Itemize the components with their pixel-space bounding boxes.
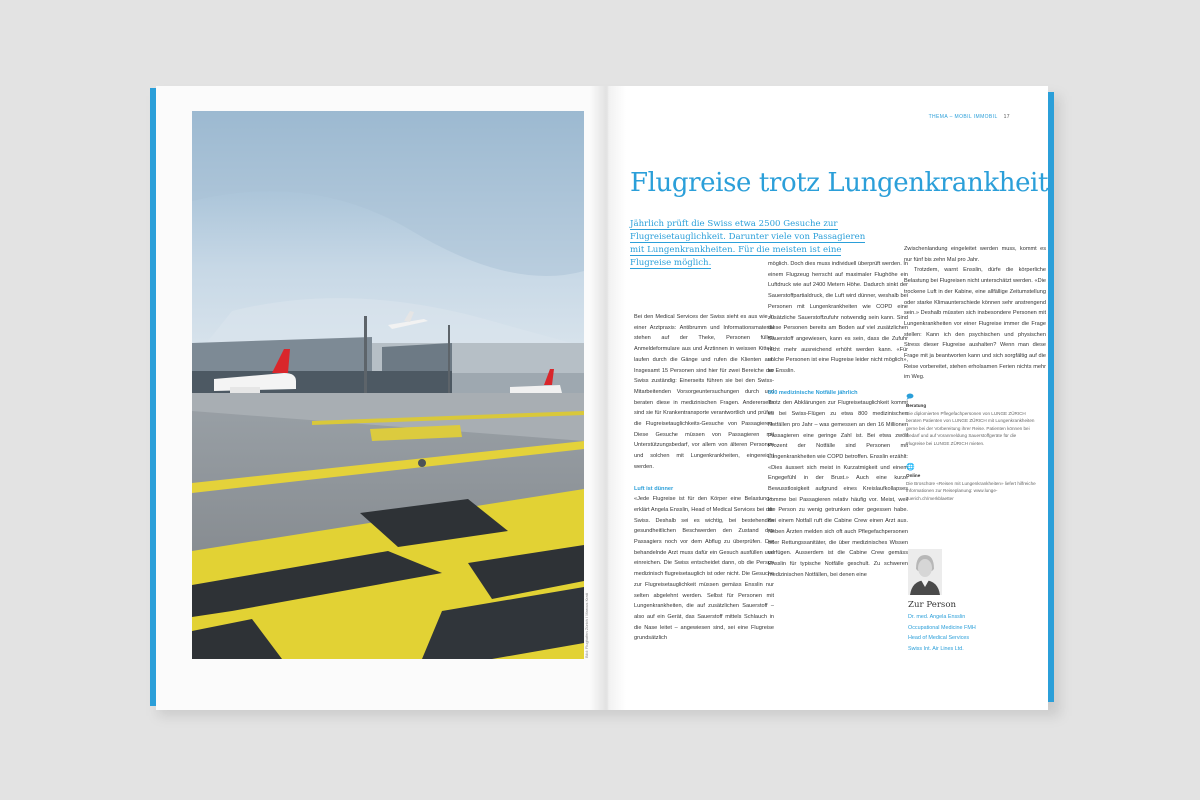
person-details bbox=[908, 612, 976, 654]
info-online bbox=[906, 464, 1036, 502]
text-column-2 bbox=[768, 259, 908, 580]
paragraph: Bei den Medical Services der Swiss sieht es aus wie in einer Arztpraxis: Antibrumm und Informationsmaterial stehen auf der Theke, Personen füllen Anmeldeformulare aus und Ärztinnen in weissen Kitteln laufen durch die Gänge und rufen die Klienten auf. Insgesamt 15 Personen sind hier für zwei Bereiche der Swiss zuständig: Einerseits führen sie bei den Swiss-Mitarbeitenden Vorsorgeuntersuchungen durch und beraten diese in medizinischen Fragen. Andererseits sind sie für Krankentransporte verantwortlich und prüfen die Flugreisetauglichkeits-Gesuche von Passagieren. Diese Gesuche müssen von Passagieren mit Unterstützungsbedarf, vor allem von älteren Personen und solchen mit Lungenkrankheiten, eingereicht werden. bbox=[634, 314, 774, 470]
lead-text: Jährlich prüft die Swiss etwa 2500 Gesuche zur Flugreisetauglichkeit. Darunter viele von Passagieren mit Lungenkrankheiten. Für die meisten ist eine Flugreise möglich. bbox=[630, 219, 866, 268]
subheading: Luft ist dünner bbox=[634, 485, 674, 492]
person-portrait bbox=[908, 549, 942, 595]
info-label: Online bbox=[906, 473, 921, 478]
text-column-3 bbox=[904, 244, 1046, 383]
article-title: Flugreise trotz Lungenkrankheit bbox=[630, 168, 1049, 198]
paragraph: «Jede Flugreise ist für den Körper eine Belastung», erklärt Angela Ensslin, Head of Medical Services bei der Swiss. Deshalb sei es wichtig, bei bestehenden gesundheitlichen Beschwerden den Zustand des Passagiers noch vor dem Abflug zu überprüfen. Der behandelnde Arzt muss dafür ein Gesuch ausfüllen und einreichen. Die Swiss entscheidet dann, ob die Person medizinisch flugreisetauglich ist oder nicht. Die Gesuche zur Flugreisetauglichkeit müssen gemäss Ensslin nur selten abgelehnt werden. Selbst für Personen mit Lungenkrankheiten, die auf zusätzlichen Sauerstoff – also auf ein Gerät, das Sauerstoff mittels Schlauch in die Nase leitet – angewiesen sind, sei eine Flugreise grundsätzlich bbox=[634, 496, 774, 642]
paragraph: Zwischenlandung eingeleitet werden muss, kommt es nur fünf bis zehn Mal pro Jahr. bbox=[904, 246, 1046, 263]
globe-icon: 🌐 bbox=[906, 464, 915, 471]
info-label: Beratung bbox=[906, 403, 927, 408]
paragraph: Trotz den Abklärungen zur Flugreisetauglichkeit kommt es bei Swiss-Flügen zu etwa 800 medizinischen Notfällen pro Jahr – was gemessen an den 16 Millionen Passagieren eine geringe Zahl ist. Bei etwa zwölf Prozent der Notfälle sind Personen mit Lungenkrankheiten wie COPD betroffen. Ensslin erzählt: «Dies äussert sich meist in Kurzatmigkeit und einem Engegefühl in der Brust.» Auch eine kurze Bewusstlosigkeit aufgrund eines Kreislaufkollapses komme bei Passagieren relativ häufig vor. Meist, weil die Person zu wenig getrunken oder gegessen habe. Bei einem Notfall ruft die Cabine Crew einen Arzt aus. Neben Ärzten melden sich oft auch Pflegefachpersonen oder Rettungssanitäter, die über medizinisches Wissen verfügen. Ausserdem ist die Cabine Crew gemäss Ensslin für typische Notfälle geschult. Zu schweren medizinischen Notfällen, bei denen eine bbox=[768, 400, 908, 578]
speech-bubble-icon: 🗩 bbox=[906, 394, 914, 401]
person-name: Dr. med. Angela Ensslin bbox=[908, 614, 966, 620]
paragraph: Trotzdem, warnt Ensslin, dürfe die körperliche Belastung bei Flugreisen nicht unterschätzt werden. «Die trockene Luft in der Kabine, eine allfällige Zeitumstellung oder starke Klimaunterschiede können sehr anstrengend sein.» Deshalb müssten sich insbesondere Personen mit Lungenkrankheiten vor einer Flugreise immer die Frage stellen: Kann ich den psychischen und physischen Stress dieser Flugreise aushalten? Wenn man diese Frage mit ja beantworten kann und sich sorgfältig auf die Reise vorbereitet, stehen erholsamen Ferien nichts mehr im Weg. bbox=[904, 267, 1046, 381]
person-company: Swiss Int. Air Lines Ltd. bbox=[908, 645, 964, 652]
person-heading: Zur Person bbox=[908, 600, 957, 610]
photo-credit: Bild: Flughafen Zürich / Marcus Kratt bbox=[584, 593, 589, 658]
right-page bbox=[608, 86, 1048, 710]
airport-apron-photo bbox=[192, 111, 584, 659]
text-column-1 bbox=[634, 312, 774, 644]
info-beratung bbox=[906, 394, 1036, 447]
cover-edge-right bbox=[1048, 92, 1054, 702]
paragraph: möglich. Doch dies muss individuell überprüft werden. In einem Flugzeug herrscht auf maximaler Flughöhe ein Luftdruck wie auf 2400 Metern Höhe. Dadurch sinkt der Sauerstoffpartialdruck, die Luft wird dünner, weshalb bei Personen mit Lungenkrankheiten wie COPD eine zusätzliche Sauerstoffzufuhr notwendig sein kann. Sind diese Personen bereits am Boden auf viel zusätzlichen Sauerstoff angewiesen, kann es sein, dass die Zufuhr nicht mehr ausreichend erhöht werden kann. «Für solche Personen ist eine Flugreise leider nicht möglich», so Ensslin. bbox=[768, 261, 908, 375]
person-title: Head of Medical Services bbox=[908, 635, 970, 641]
person-title: Occupational Medicine FMH bbox=[908, 624, 976, 631]
section-name: THEMA – MOBIL IMMOBIL bbox=[928, 114, 998, 120]
left-page bbox=[156, 86, 608, 710]
magazine-spread bbox=[150, 86, 1054, 710]
subheading: 800 medizinische Notfälle jährlich bbox=[768, 389, 858, 396]
info-text: Die Broschüre «Reisen mit Lungenkrankheiten» liefert hilfreiche Informationen zur Reiseplanung: www.lunge-zuerich.ch/merkblaetter bbox=[906, 480, 1036, 501]
page-number: 17 bbox=[1003, 114, 1010, 120]
running-header bbox=[929, 114, 1010, 120]
info-text: Die diplomierten Pflegefachpersonen von LUNGE ZÜRICH beraten Patienten von LUNGE ZÜRICH mit Lungenkrankheiten gerne bei der Vorbereitung ihrer Reise. Patienten können bei Bedarf und auf Voranmeldung Sauerstoffgeräte für die Flugreise bei LUNGE ZÜRICH mieten. bbox=[906, 410, 1035, 446]
